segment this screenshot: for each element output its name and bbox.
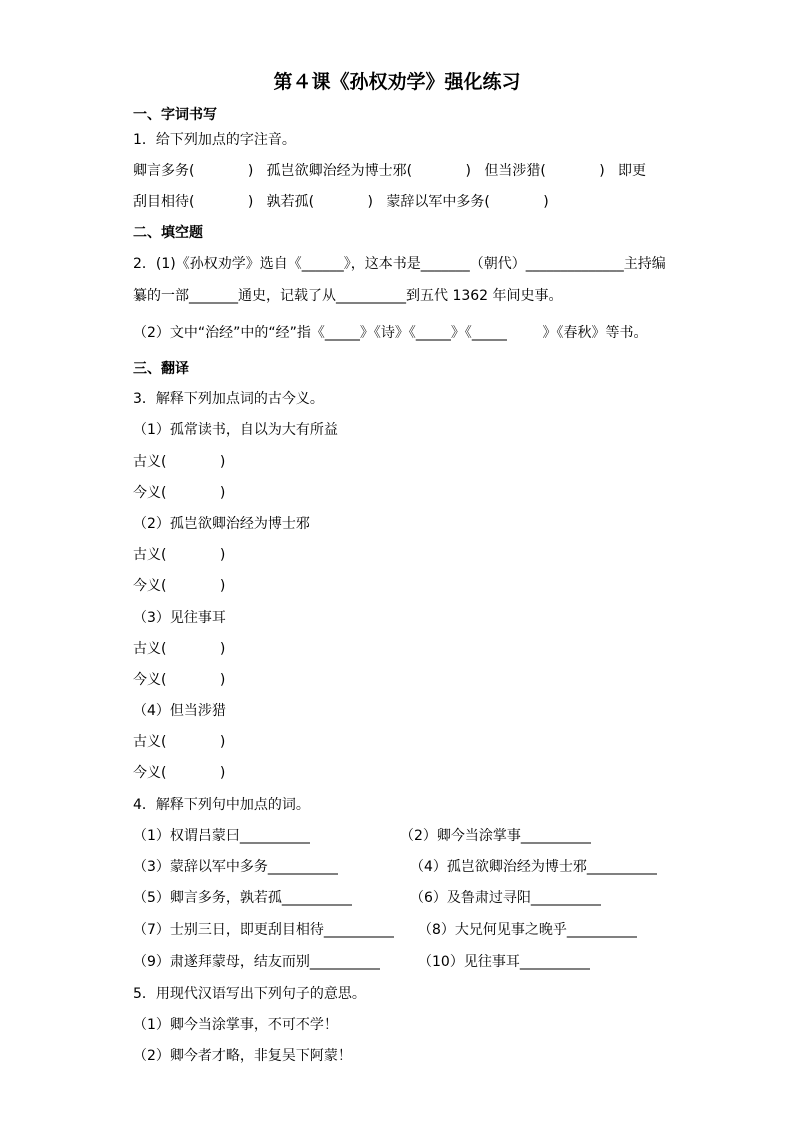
- question-2-line-3: （2）文中“治经”中的“经”指《_____》《诗》《_____》《_____ 》《春秋》等书。: [133, 325, 648, 341]
- modern-meaning-line: 今义( ): [133, 765, 226, 781]
- question-4-item-right: （4）孤岂欲卿治经为博士邪__________: [410, 859, 657, 875]
- modern-meaning-line: 今义( ): [133, 485, 226, 501]
- question-5-item-2: （2）卿今者才略，非复吴下阿蒙！: [133, 1048, 352, 1064]
- ancient-meaning-line: 古义( ): [133, 454, 226, 470]
- question-1-row-1: 卿言多务( ) 孤岂欲卿治经为博士邪( ) 但当涉猎( ) 即更: [133, 163, 647, 179]
- page-title: 第４课《孙权劝学》强化练习: [273, 71, 521, 93]
- section-heading-3: 三、翻译: [133, 361, 189, 377]
- question-4-item-left: （7）士别三日，即更刮目相待__________: [133, 922, 394, 938]
- question-1-prompt: 1．给下列加点的字注音。: [133, 132, 296, 148]
- modern-meaning-line: 今义( ): [133, 672, 226, 688]
- question-4-prompt: 4．解释下列句中加点的词。: [133, 797, 310, 813]
- question-3-prompt: 3．解释下列加点词的古今义。: [133, 391, 324, 407]
- question-3-item-3: （3）见往事耳: [133, 610, 226, 626]
- question-2-line-1: 2．(1)《孙权劝学》选自《______》，这本书是_______（朝代）______________主持编: [133, 256, 666, 272]
- question-5-item-1: （1）卿今当涂掌事，不可不学！: [133, 1017, 338, 1033]
- question-2-line-2: 纂的一部_______通史，记载了从__________到五代 1362 年间史事。: [133, 288, 563, 304]
- section-heading-1: 一、字词书写: [133, 107, 217, 123]
- ancient-meaning-line: 古义( ): [133, 547, 226, 563]
- question-3-item-2: （2）孤岂欲卿治经为博士邪: [133, 516, 310, 532]
- question-4-item-right: （10）见往事耳__________: [418, 954, 590, 970]
- section-heading-2: 二、填空题: [133, 225, 203, 241]
- ancient-meaning-line: 古义( ): [133, 734, 226, 750]
- ancient-meaning-line: 古义( ): [133, 641, 226, 657]
- question-1-row-2: 刮目相待( ) 孰若孤( ) 蒙辞以军中多务( ): [133, 194, 549, 210]
- question-4-item-right: （2）卿今当涂掌事__________: [400, 828, 591, 844]
- modern-meaning-line: 今义( ): [133, 578, 226, 594]
- question-4-item-left: （5）卿言多务，孰若孤__________: [133, 890, 352, 906]
- question-4-item-right: （8）大兄何见事之晚乎__________: [418, 922, 637, 938]
- question-4-item-left: （3）蒙辞以军中多务__________: [133, 859, 338, 875]
- question-4-item-left: （9）肃遂拜蒙母，结友而别__________: [133, 954, 380, 970]
- question-4-item-left: （1）权谓吕蒙曰__________: [133, 828, 310, 844]
- question-5-prompt: 5．用现代汉语写出下列句子的意思。: [133, 986, 366, 1002]
- question-4-item-right: （6）及鲁肃过寻阳__________: [410, 890, 601, 906]
- question-3-item-4: （4）但当涉猎: [133, 703, 226, 719]
- question-3-item-1: （1）孤常读书，自以为大有所益: [133, 422, 338, 438]
